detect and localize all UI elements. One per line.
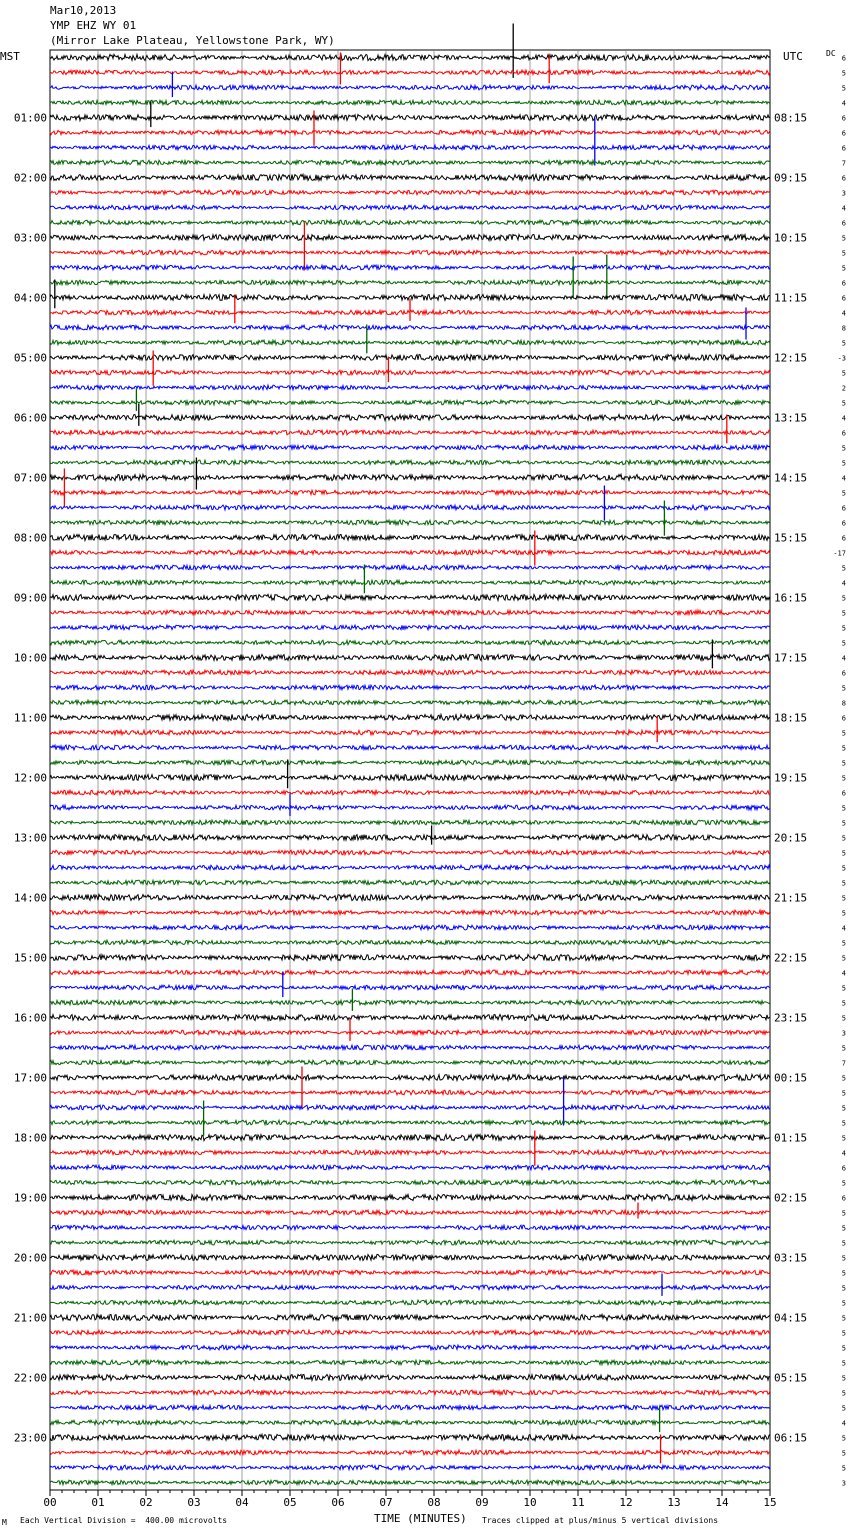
utc-hour-label: 04:15 bbox=[774, 1311, 808, 1325]
seismic-trace bbox=[50, 894, 770, 900]
dc-offset-label: 4 bbox=[841, 414, 846, 423]
seismic-trace bbox=[50, 280, 770, 285]
dc-offset-label: 5 bbox=[841, 609, 846, 618]
header-date: Mar10,2013 bbox=[50, 4, 117, 17]
dc-offset-label: 5 bbox=[841, 1239, 846, 1248]
seismic-trace bbox=[50, 1405, 770, 1410]
x-tick-label: 06 bbox=[331, 1496, 345, 1509]
x-tick-label: 05 bbox=[283, 1496, 297, 1509]
x-tick-label: 03 bbox=[187, 1496, 201, 1509]
seismic-trace bbox=[50, 910, 770, 915]
seismic-trace bbox=[50, 790, 770, 795]
seismic-trace bbox=[50, 460, 770, 465]
utc-hour-label: 23:15 bbox=[774, 1011, 808, 1025]
dc-offset-label: 5 bbox=[841, 1119, 846, 1128]
dc-offset-label: 7 bbox=[841, 159, 846, 168]
mst-hour-label: 01:00 bbox=[13, 111, 47, 125]
dc-offset-label: 4 bbox=[841, 204, 846, 213]
seismic-trace bbox=[50, 174, 770, 180]
seismic-trace bbox=[50, 1194, 770, 1200]
mst-hour-label: 06:00 bbox=[13, 411, 47, 425]
seismic-trace bbox=[50, 834, 770, 840]
seismic-trace bbox=[50, 535, 770, 541]
dc-offset-label: 6 bbox=[841, 129, 846, 138]
left-zone-label: MST bbox=[0, 50, 20, 63]
dc-offset-label: 5 bbox=[841, 1299, 846, 1308]
dc-offset-label: 5 bbox=[841, 684, 846, 693]
seismic-trace bbox=[50, 850, 770, 855]
seismic-trace bbox=[50, 820, 770, 825]
seismic-trace bbox=[50, 805, 770, 810]
seismic-trace bbox=[50, 130, 770, 135]
mst-hour-label: 02:00 bbox=[13, 171, 47, 185]
dc-offset-label: 6 bbox=[841, 504, 846, 513]
seismic-trace bbox=[50, 1314, 770, 1320]
mst-hour-label: 04:00 bbox=[13, 291, 47, 305]
utc-hour-label: 15:15 bbox=[774, 531, 808, 545]
utc-hour-label: 03:15 bbox=[774, 1251, 808, 1265]
dc-offset-label: 5 bbox=[841, 1209, 846, 1218]
seismic-trace bbox=[50, 1120, 770, 1125]
right-zone-label: UTC bbox=[783, 50, 803, 63]
x-tick-label: 04 bbox=[235, 1496, 249, 1509]
x-tick-label: 00 bbox=[43, 1496, 57, 1509]
dc-offset-label: 5 bbox=[841, 774, 846, 783]
seismic-trace bbox=[50, 700, 770, 705]
seismic-trace bbox=[50, 1030, 770, 1035]
dc-offset-label: 6 bbox=[841, 174, 846, 183]
dc-offset-label: 6 bbox=[841, 294, 846, 303]
dc-offset-label: 5 bbox=[841, 1134, 846, 1143]
seismic-trace bbox=[50, 1480, 770, 1485]
seismic-trace bbox=[50, 685, 770, 690]
seismic-trace bbox=[50, 954, 770, 960]
seismic-trace bbox=[50, 714, 770, 720]
dc-offset-label: 5 bbox=[841, 1014, 846, 1023]
x-tick-label: 09 bbox=[475, 1496, 489, 1509]
dc-offset-label: 5 bbox=[841, 1314, 846, 1323]
dc-offset-label: 5 bbox=[841, 249, 846, 258]
dc-offset-label: 5 bbox=[841, 1329, 846, 1338]
utc-hour-label: 21:15 bbox=[774, 891, 808, 905]
dc-offset-label: 5 bbox=[841, 84, 846, 93]
dc-offset-label: 5 bbox=[841, 984, 846, 993]
x-tick-label: 12 bbox=[619, 1496, 633, 1509]
dc-offset-label: 6 bbox=[841, 144, 846, 153]
seismic-trace bbox=[50, 745, 770, 750]
mst-hour-label: 20:00 bbox=[13, 1251, 47, 1265]
dc-offset-label: 6 bbox=[841, 54, 846, 63]
dc-offset-label: 3 bbox=[841, 189, 846, 198]
seismic-trace bbox=[50, 1105, 770, 1110]
x-tick-label: 10 bbox=[523, 1496, 537, 1509]
utc-hour-label: 00:15 bbox=[774, 1071, 808, 1085]
dc-offset-label: 5 bbox=[841, 729, 846, 738]
seismic-trace bbox=[50, 1465, 770, 1470]
seismic-trace bbox=[50, 115, 770, 121]
seismic-trace bbox=[50, 1150, 770, 1155]
dc-offset-label: 5 bbox=[841, 999, 846, 1008]
seismic-trace bbox=[50, 474, 770, 480]
dc-offset-label: 4 bbox=[841, 1149, 846, 1158]
x-tick-label: 02 bbox=[139, 1496, 153, 1509]
dc-offset-label: 6 bbox=[841, 1194, 846, 1203]
seismic-trace bbox=[50, 325, 770, 330]
dc-offset-label: 5 bbox=[841, 1284, 846, 1293]
mst-hour-label: 23:00 bbox=[13, 1431, 47, 1445]
seismic-trace bbox=[50, 580, 770, 585]
header-location: (Mirror Lake Plateau, Yellowstone Park, WY) bbox=[50, 34, 335, 47]
mst-hour-label: 19:00 bbox=[13, 1191, 47, 1205]
seismic-trace bbox=[50, 85, 770, 90]
header-station: YMP EHZ WY 01 bbox=[50, 19, 137, 32]
seismic-trace bbox=[50, 1360, 770, 1365]
dc-offset-label: 5 bbox=[841, 1089, 846, 1098]
mst-hour-label: 10:00 bbox=[13, 651, 47, 665]
mst-hour-label: 12:00 bbox=[13, 771, 47, 785]
dc-offset-label: 3 bbox=[841, 1029, 846, 1038]
seismic-trace bbox=[50, 550, 770, 555]
dc-offset-label: 5 bbox=[841, 69, 846, 78]
dc-offset-label: 5 bbox=[841, 1269, 846, 1278]
dc-offset-label: -3 bbox=[837, 354, 846, 363]
dc-offset-label: 6 bbox=[841, 669, 846, 678]
seismic-trace bbox=[50, 415, 770, 421]
seismic-trace bbox=[50, 985, 770, 990]
seismic-trace bbox=[50, 205, 770, 210]
seismic-trace bbox=[50, 70, 770, 75]
dc-offset-label: 5 bbox=[841, 864, 846, 873]
dc-offset-label: 6 bbox=[841, 1164, 846, 1173]
dc-offset-label: 5 bbox=[841, 1074, 846, 1083]
seismic-trace bbox=[50, 1420, 770, 1425]
dc-offset-label: 6 bbox=[841, 519, 846, 528]
seismic-trace bbox=[50, 865, 770, 870]
seismic-trace bbox=[50, 54, 770, 60]
dc-offset-label: 5 bbox=[841, 369, 846, 378]
seismic-trace bbox=[50, 1300, 770, 1305]
dc-offset-label: 4 bbox=[841, 309, 846, 318]
dc-offset-label: 5 bbox=[841, 744, 846, 753]
dc-offset-label: 8 bbox=[841, 324, 846, 333]
dc-offset-label: 6 bbox=[841, 714, 846, 723]
dc-offset-label: 5 bbox=[841, 489, 846, 498]
seismic-trace bbox=[50, 190, 770, 195]
mst-hour-label: 16:00 bbox=[13, 1011, 47, 1025]
utc-hour-label: 16:15 bbox=[774, 591, 808, 605]
dc-offset-label: 6 bbox=[841, 534, 846, 543]
seismic-trace bbox=[50, 370, 770, 375]
dc-offset-label: 5 bbox=[841, 759, 846, 768]
seismic-trace bbox=[50, 1075, 770, 1081]
utc-hour-label: 09:15 bbox=[774, 171, 808, 185]
utc-hour-label: 14:15 bbox=[774, 471, 808, 485]
clip-note: Traces clipped at plus/minus 5 vertical divisions bbox=[482, 1516, 719, 1525]
seismic-trace bbox=[50, 970, 770, 975]
dc-offset-label: 5 bbox=[841, 1344, 846, 1353]
dc-offset-label: 5 bbox=[841, 1359, 846, 1368]
dc-offset-label: 5 bbox=[841, 1179, 846, 1188]
seismic-trace bbox=[50, 640, 770, 645]
seismic-trace bbox=[50, 774, 770, 780]
dc-offset-label: 5 bbox=[841, 954, 846, 963]
seismic-trace bbox=[50, 760, 770, 765]
seismic-trace bbox=[50, 1015, 770, 1021]
seismic-trace bbox=[50, 235, 770, 241]
dc-offset-label: 5 bbox=[841, 1449, 846, 1458]
seismic-trace bbox=[50, 1450, 770, 1455]
x-tick-label: 13 bbox=[667, 1496, 681, 1509]
mst-hour-label: 08:00 bbox=[13, 531, 47, 545]
mst-hour-label: 13:00 bbox=[13, 831, 47, 845]
mst-hour-label: 18:00 bbox=[13, 1131, 47, 1145]
dc-offset-label: 5 bbox=[841, 1254, 846, 1263]
scale-note: Each Vertical Division = 400.00 microvolts bbox=[20, 1516, 228, 1525]
mst-hour-label: 11:00 bbox=[13, 711, 47, 725]
dc-offset-label: 5 bbox=[841, 849, 846, 858]
seismic-trace bbox=[50, 1330, 770, 1335]
x-tick-label: 15 bbox=[763, 1496, 777, 1509]
dc-offset-label: 5 bbox=[841, 1404, 846, 1413]
dc-offset-label: 5 bbox=[841, 909, 846, 918]
seismic-trace bbox=[50, 1180, 770, 1185]
seismic-trace bbox=[50, 520, 770, 525]
dc-offset-label: 4 bbox=[841, 969, 846, 978]
dc-offset-label: 2 bbox=[841, 384, 846, 393]
dc-offset-label: 6 bbox=[841, 114, 846, 123]
dc-offset-label: 3 bbox=[841, 1479, 846, 1488]
mst-hour-label: 22:00 bbox=[13, 1371, 47, 1385]
seismic-trace bbox=[50, 625, 770, 630]
seismic-trace bbox=[50, 654, 770, 660]
dc-offset-label: 4 bbox=[841, 474, 846, 483]
seismic-trace bbox=[50, 880, 770, 885]
utc-hour-label: 05:15 bbox=[774, 1371, 808, 1385]
seismic-trace bbox=[50, 145, 770, 150]
dc-offset-label: 5 bbox=[841, 234, 846, 243]
dc-offset-label: 5 bbox=[841, 444, 846, 453]
utc-hour-label: 18:15 bbox=[774, 711, 808, 725]
x-tick-label: 08 bbox=[427, 1496, 441, 1509]
seismic-trace bbox=[50, 250, 770, 255]
seismic-trace bbox=[50, 355, 770, 361]
dc-offset-label: 5 bbox=[841, 624, 846, 633]
dc-offset-label: 5 bbox=[841, 1434, 846, 1443]
mst-hour-label: 21:00 bbox=[13, 1311, 47, 1325]
seismic-trace bbox=[50, 385, 770, 390]
utc-hour-label: 10:15 bbox=[774, 231, 808, 245]
seismic-trace bbox=[50, 1374, 770, 1380]
seismic-trace bbox=[50, 1045, 770, 1050]
x-tick-label: 01 bbox=[91, 1496, 105, 1509]
utc-hour-label: 17:15 bbox=[774, 651, 808, 665]
dc-offset-label: 5 bbox=[841, 1374, 846, 1383]
seismic-trace bbox=[50, 1060, 770, 1065]
utc-hour-label: 22:15 bbox=[774, 951, 808, 965]
dc-offset-label: 6 bbox=[841, 219, 846, 228]
seismic-trace bbox=[50, 445, 770, 450]
dc-offset-label: 5 bbox=[841, 339, 846, 348]
seismic-trace bbox=[50, 1254, 770, 1260]
mst-hour-label: 07:00 bbox=[13, 471, 47, 485]
utc-hour-label: 08:15 bbox=[774, 111, 808, 125]
seismic-trace bbox=[50, 1135, 770, 1141]
dc-offset-label: 5 bbox=[841, 879, 846, 888]
seismic-trace bbox=[50, 1390, 770, 1395]
seismic-trace bbox=[50, 490, 770, 495]
dc-offset-label: 5 bbox=[841, 1104, 846, 1113]
dc-offset-label: 6 bbox=[841, 429, 846, 438]
mst-hour-label: 09:00 bbox=[13, 591, 47, 605]
seismic-trace bbox=[50, 400, 770, 405]
seismic-trace bbox=[50, 594, 770, 600]
seismic-trace bbox=[50, 160, 770, 165]
utc-hour-label: 13:15 bbox=[774, 411, 808, 425]
dc-offset-label: 4 bbox=[841, 579, 846, 588]
seismic-trace bbox=[50, 925, 770, 930]
dc-offset-label: 5 bbox=[841, 1389, 846, 1398]
utc-hour-label: 19:15 bbox=[774, 771, 808, 785]
seismic-trace bbox=[50, 1090, 770, 1095]
seismic-trace bbox=[50, 340, 770, 345]
utc-hour-label: 01:15 bbox=[774, 1131, 808, 1145]
seismic-trace bbox=[50, 1225, 770, 1230]
x-tick-label: 11 bbox=[571, 1496, 585, 1509]
dc-offset-label: 5 bbox=[841, 939, 846, 948]
seismic-trace bbox=[50, 505, 770, 510]
dc-offset-label: 5 bbox=[841, 264, 846, 273]
mst-hour-label: 05:00 bbox=[13, 351, 47, 365]
seismic-trace bbox=[50, 430, 770, 435]
dc-offset-label: 5 bbox=[841, 564, 846, 573]
dc-offset-label: 5 bbox=[841, 894, 846, 903]
seismic-trace bbox=[50, 1434, 770, 1440]
seismic-trace bbox=[50, 565, 770, 570]
dc-offset-label: 5 bbox=[841, 1044, 846, 1053]
dc-offset-label: 5 bbox=[841, 834, 846, 843]
seismic-trace bbox=[50, 265, 770, 270]
mst-hour-label: 14:00 bbox=[13, 891, 47, 905]
seismic-trace bbox=[50, 610, 770, 615]
seismic-trace bbox=[50, 730, 770, 735]
dc-offset-label: 5 bbox=[841, 594, 846, 603]
corner-mark: M bbox=[2, 1518, 7, 1527]
dc-offset-label: 5 bbox=[841, 1224, 846, 1233]
seismic-trace bbox=[50, 1345, 770, 1350]
seismic-trace bbox=[50, 1210, 770, 1215]
dc-offset-label: 5 bbox=[841, 804, 846, 813]
dc-offset-label: 8 bbox=[841, 699, 846, 708]
dc-offset-label: 6 bbox=[841, 789, 846, 798]
dc-offset-label: 7 bbox=[841, 1059, 846, 1068]
dc-offset-label: 5 bbox=[841, 639, 846, 648]
seismic-trace bbox=[50, 670, 770, 675]
mst-hour-label: 15:00 bbox=[13, 951, 47, 965]
dc-offset-label: 5 bbox=[841, 819, 846, 828]
utc-hour-label: 12:15 bbox=[774, 351, 808, 365]
mst-hour-label: 17:00 bbox=[13, 1071, 47, 1085]
dc-offset-label: 4 bbox=[841, 99, 846, 108]
seismic-trace bbox=[50, 220, 770, 225]
seismic-trace bbox=[50, 1240, 770, 1245]
x-tick-label: 07 bbox=[379, 1496, 393, 1509]
x-tick-label: 14 bbox=[715, 1496, 729, 1509]
dc-offset-label: 4 bbox=[841, 654, 846, 663]
dc-offset-label: 4 bbox=[841, 1419, 846, 1428]
dc-offset-label: 6 bbox=[841, 279, 846, 288]
dc-offset-label: 4 bbox=[841, 924, 846, 933]
utc-hour-label: 06:15 bbox=[774, 1431, 808, 1445]
mst-hour-label: 03:00 bbox=[13, 231, 47, 245]
seismic-trace bbox=[50, 940, 770, 945]
utc-hour-label: 11:15 bbox=[774, 291, 808, 305]
utc-hour-label: 02:15 bbox=[774, 1191, 808, 1205]
dc-offset-label: 5 bbox=[841, 1464, 846, 1473]
seismic-trace bbox=[50, 1000, 770, 1005]
dc-label: DC bbox=[826, 49, 836, 58]
dc-offset-label: 5 bbox=[841, 399, 846, 408]
dc-offset-label: 5 bbox=[841, 459, 846, 468]
seismic-trace bbox=[50, 100, 770, 105]
seismic-trace bbox=[50, 1165, 770, 1170]
dc-offset-label: -17 bbox=[833, 549, 846, 558]
x-axis-title: TIME (MINUTES) bbox=[374, 1512, 467, 1525]
utc-hour-label: 20:15 bbox=[774, 831, 808, 845]
